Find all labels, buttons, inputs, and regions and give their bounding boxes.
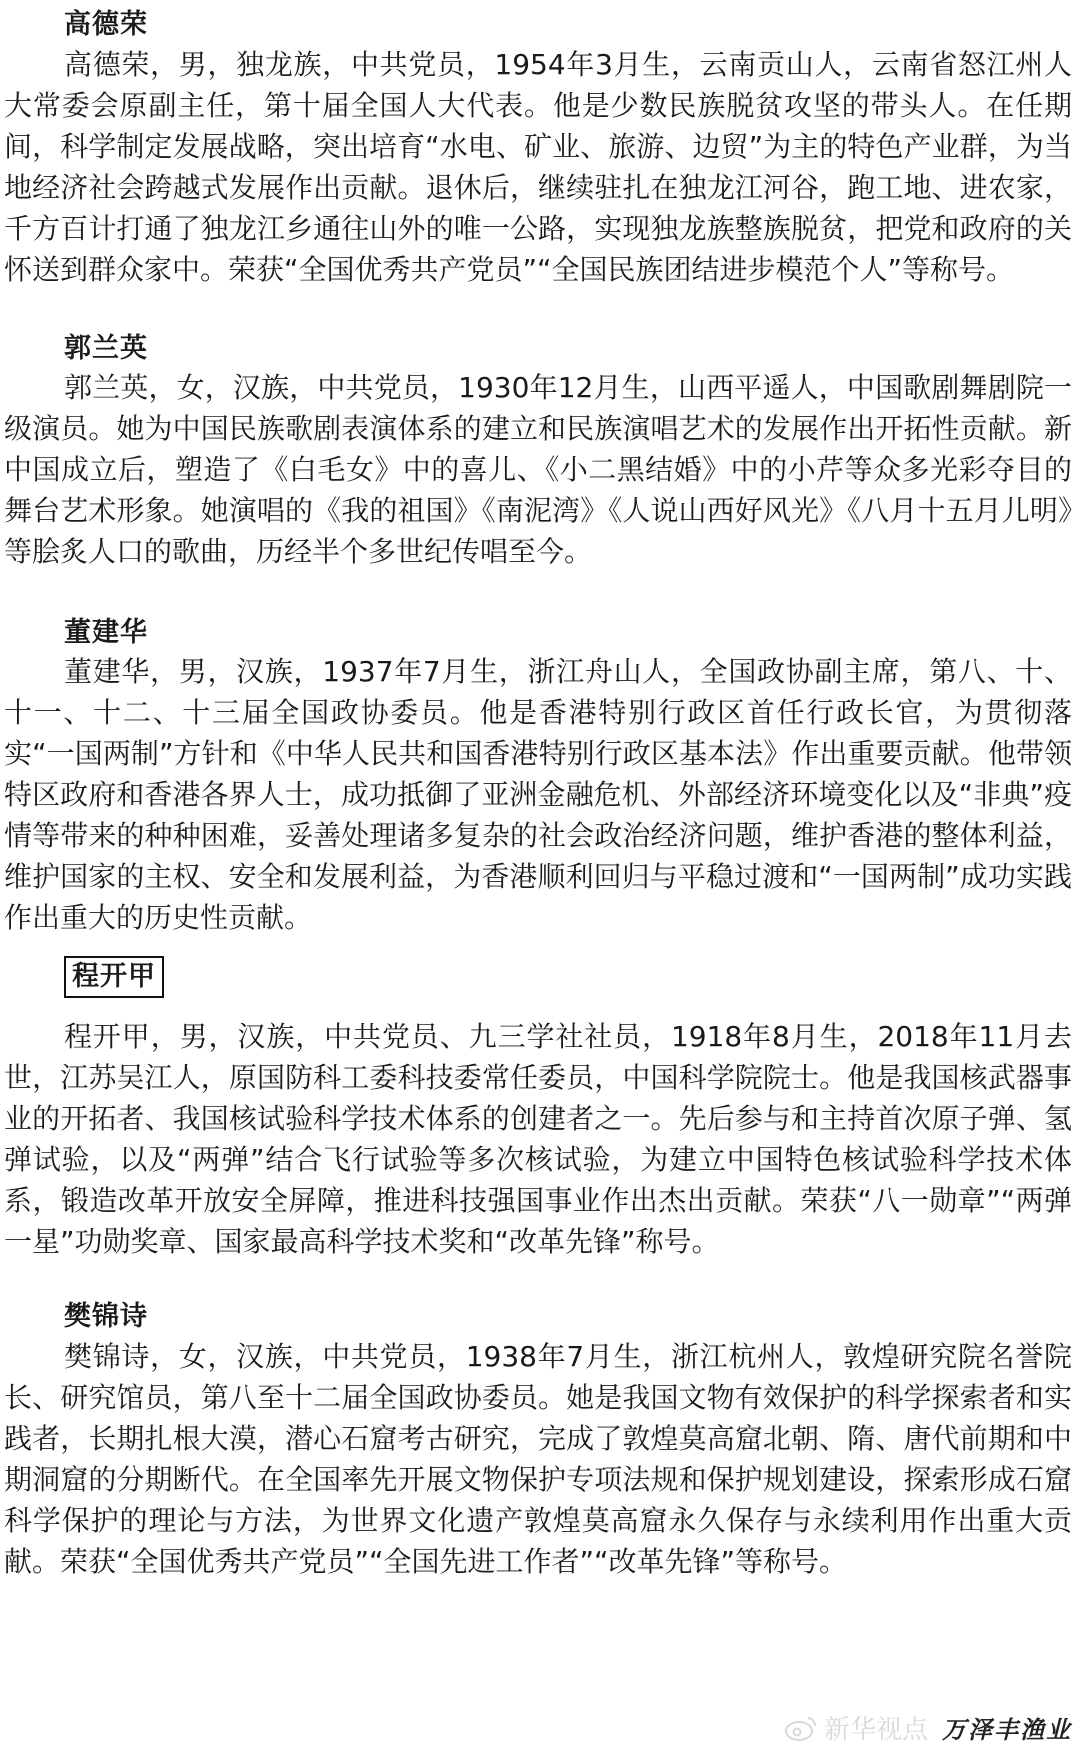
weibo-icon — [784, 1714, 818, 1742]
entry-paragraph-guo-lanying: 郭兰英，女，汉族，中共党员，1930年12月生，山西平遥人，中国歌剧舞剧院一级演员。她为中国民族歌剧表演体系的建立和民族演唱艺术的发展作出开拓性贡献。新中国成立后，塑造了《白毛女》中的喜儿、《小二黑结婚》中的小芹等众多光彩夺目的舞台艺术形象。她演唱的《我的祖国》《南泥湾》《人说山西好风光》《八月十五月儿明》等脍炙人口的歌曲，历经半个多世纪传唱至今。 — [4, 371, 1072, 568]
entry-paragraph-gao-derong: 高德荣，男，独龙族，中共党员，1954年3月生，云南贡山人，云南省怒江州人大常委会原副主任，第十届全国人大代表。他是少数民族脱贫攻坚的带头人。在任期间，科学制定发展战略，突出培育“水电、矿业、旅游、边贸”为主的特色产业群，为当地经济社会跨越式发展作出贡献。退休后，继续驻扎在独龙江河谷，跑工地、进农家，千方百计打通了独龙江乡通往山外的唯一公路，实现独龙族整族脱贫，把党和政府的关怀送到群众家中。荣获“全国优秀共产党员”“全国民族团结进步模范个人”等称号。 — [4, 48, 1072, 286]
footer — [784, 1709, 1072, 1746]
entry-heading-dong-jianhua: 董建华 — [64, 617, 148, 648]
entry-heading-fan-jinshi: 樊锦诗 — [64, 1301, 148, 1332]
entry-paragraph-fan-jinshi: 樊锦诗，女，汉族，中共党员，1938年7月生，浙江杭州人，敦煌研究院名誉院长、研究馆员，第八至十二届全国政协委员。她是我国文物有效保护的科学探索者和实践者，长期扎根大漠，潜心石窟考古研究，完成了敦煌莫高窟北朝、隋、唐代前期和中期洞窟的分期断代。在全国率先开展文物保护专项法规和保护规划建设，探索形成石窟科学保护的理论与方法，为世界文化遗产敦煌莫高窟永久保存与永续利用作出重大贡献。荣获“全国优秀共产党员”“全国先进工作者”“改革先锋”等称号。 — [4, 1340, 1072, 1578]
watermark-text: 新华视点 — [823, 1715, 928, 1745]
watermark — [784, 1709, 928, 1746]
entry-heading-cheng-kaijia: 程开甲 — [64, 956, 164, 998]
entry-paragraph-cheng-kaijia: 程开甲，男，汉族，中共党员、九三学社社员，1918年8月生，2018年11月去世，江苏吴江人，原国防科工委科技委常任委员，中国科学院院士。他是我国核武器事业的开拓者、我国核试验科学技术体系的创建者之一。先后参与和主持首次原子弹、氢弹试验，以及“两弹”结合飞行试验等多次核试验，为建立中国特色核试验科学技术体系，锻造改革开放安全屏障，推进科技强国事业作出杰出贡献。荣获“八一勋章”“两弹一星”功勋奖章、国家最高科学技术奖和“改革先锋”称号。 — [4, 1020, 1072, 1258]
entry-paragraph-dong-jianhua: 董建华，男，汉族，1937年7月生，浙江舟山人，全国政协副主席，第八、十、十一、十二、十三届全国政协委员。他是香港特别行政区首任行政长官，为贯彻落实“一国两制”方针和《中华人民共和国香港特别行政区基本法》作出重要贡献。他带领特区政府和香港各界人士，成功抵御了亚洲金融危机、外部经济环境变化以及“非典”疫情等带来的种种困难，妥善处理诸多复杂的社会政治经济问题，维护香港的整体利益，维护国家的主权、安全和发展利益，为香港顺利回归与平稳过渡和“一国两制”成功实践作出重大的历史性贡献。 — [4, 655, 1072, 934]
entry-heading-gao-derong: 高德荣 — [64, 9, 148, 40]
entry-heading-guo-lanying: 郭兰英 — [64, 333, 148, 364]
brand-logo-text: 万泽丰渔业 — [942, 1715, 1072, 1744]
